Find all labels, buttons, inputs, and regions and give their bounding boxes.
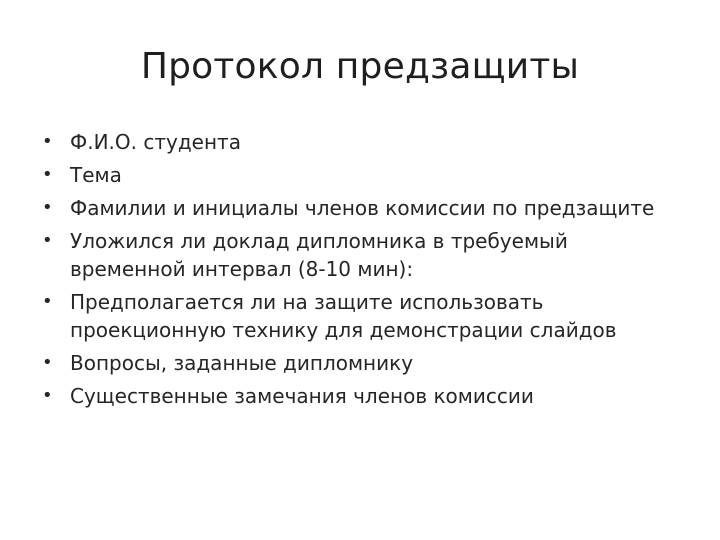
bullet-text: Тема bbox=[70, 163, 122, 187]
bullet-icon: • bbox=[42, 385, 53, 406]
bullet-text: Уложился ли доклад дипломника в требуемый временной интервал (8-10 мин): bbox=[70, 229, 568, 281]
bullet-list bbox=[40, 128, 680, 415]
bullet-icon: • bbox=[42, 291, 53, 312]
bullet-text: Вопросы, заданные дипломнику bbox=[70, 351, 414, 375]
bullet-icon: • bbox=[42, 230, 53, 251]
bullet-icon: • bbox=[42, 352, 53, 373]
bullet-item-projection bbox=[40, 288, 680, 344]
bullet-text: Предполагается ли на защите использовать проекционную технику для демонстрации слайдов bbox=[70, 290, 617, 342]
bullet-text: Существенные замечания членов комиссии bbox=[70, 384, 534, 408]
slide-title: Протокол предзащиты bbox=[140, 46, 580, 87]
bullet-item-fio bbox=[40, 128, 680, 156]
bullet-item-commission bbox=[40, 194, 680, 222]
bullet-item-topic bbox=[40, 161, 680, 189]
bullet-icon: • bbox=[42, 131, 53, 152]
bullet-text: Фамилии и инициалы членов комиссии по предзащите bbox=[70, 196, 655, 220]
bullet-item-remarks bbox=[40, 382, 680, 410]
bullet-icon: • bbox=[42, 197, 53, 218]
bullet-item-questions bbox=[40, 349, 680, 377]
bullet-icon: • bbox=[42, 164, 53, 185]
bullet-text: Ф.И.О. студента bbox=[70, 130, 241, 154]
bullet-item-time bbox=[40, 227, 680, 283]
